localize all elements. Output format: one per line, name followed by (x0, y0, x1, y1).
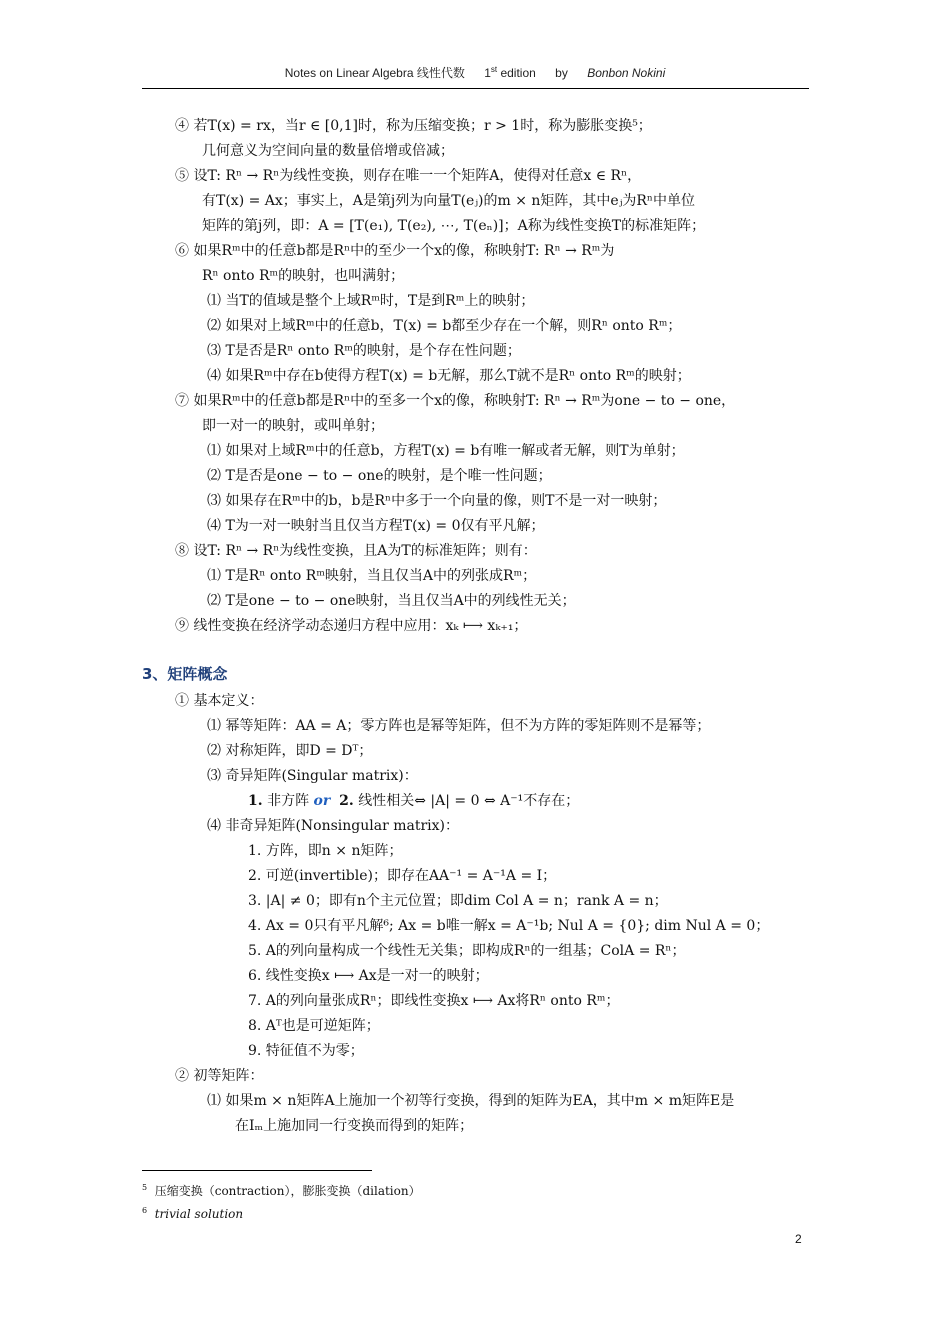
text-line: ⑷ 非奇异矩阵(Nonsingular matrix)： (207, 818, 460, 834)
text-line: ⑴ 如果m × n矩阵A上施加一个初等行变换，得到的矩阵为EA，其中m × m矩阵E是 (207, 1093, 735, 1109)
text-line: ⑥ 如果Rᵐ中的任意b都是Rⁿ中的至少一个x的像，称映射T: Rⁿ → Rᵐ为 (175, 243, 615, 259)
header-edition: 1st edition (484, 65, 536, 80)
text-line: ① 基本定义： (175, 693, 264, 709)
header-title: Notes on Linear Algebra 线性代数 (284, 66, 465, 80)
text-line: ⑵ T是one − to − one映射，当且仅当A中的列线性无关； (207, 593, 576, 609)
text-line: ⑷ T为一对一映射当且仅当方程T(x) = 0仅有平凡解； (207, 518, 545, 534)
text-line: ⑶ 奇异矩阵(Singular matrix)： (207, 768, 418, 784)
text-line: 2. 可逆(invertible)；即存在AA⁻¹ = A⁻¹A = I； (248, 868, 557, 884)
text-line: ⑴ 如果对上域Rᵐ中的任意b，方程T(x) = b有唯一解或者无解，则T为单射； (207, 443, 685, 459)
text-line: ⑦ 如果Rᵐ中的任意b都是Rⁿ中的至多一个x的像，称映射T: Rⁿ → Rᵐ为one − to − one， (175, 393, 736, 409)
text-line: 在Iₘ上施加同一行变换而得到的矩阵； (235, 1118, 474, 1134)
header-by: by (555, 66, 568, 80)
text-line: ⑴ T是Rⁿ onto Rᵐ映射，当且仅当A中的列张成Rᵐ； (207, 568, 537, 584)
text-line: ⑴ 当T的值域是整个上域Rᵐ时，T是到Rᵐ上的映射； (207, 293, 535, 309)
text-line: ⑵ 如果对上域Rᵐ中的任意b，T(x) = b都至少存在一个解，则Rⁿ onto Rᵐ； (207, 318, 682, 334)
text-line: ⑴ 幂等矩阵：AA = A；零方阵也是幂等矩阵，但不为方阵的零矩阵则不是幂等； (207, 718, 711, 734)
footnote-divider (142, 1170, 372, 1171)
header-author: Bonbon Nokini (587, 66, 666, 80)
section-heading: 3、矩阵概念 (142, 665, 228, 683)
footnote-5: $^5$ 压缩变换（contraction），膨胀变换（dilation） (142, 1183, 421, 1198)
text-line: ⑷ 如果Rᵐ中存在b使得方程T(x) = b无解，那么T就不是Rⁿ onto Rᵐ的映射； (207, 368, 691, 384)
text-line: ⑤ 设T: Rⁿ → Rⁿ为线性变换，则存在唯一一个矩阵A，使得对任意x ∈ Rⁿ， (175, 168, 642, 184)
text-line: 有T(x) = Ax；事实上，A是第j列为向量T(eⱼ)的m × n矩阵，其中eⱼ为Rⁿ中单位 (202, 193, 695, 209)
text-line: 3. |A| ≠ 0；即有n个主元位置；即dim Col A = n；rank A = n； (248, 893, 668, 909)
text-line: ④ 若T(x) = rx，当r ∈ [0,1]时，称为压缩变换；r > 1时，称为膨胀变换⁵； (175, 118, 652, 134)
or-keyword: or (313, 793, 331, 809)
text-line: 8. Aᵀ也是可逆矩阵； (248, 1018, 380, 1034)
text-line: ⑧ 设T: Rⁿ → Rⁿ为线性变换，且A为T的标准矩阵；则有： (175, 543, 537, 559)
text-line: 即一对一的映射，或叫单射； (202, 418, 384, 434)
page-number: 2 (795, 1232, 802, 1246)
text-line: 4. Ax = 0只有平凡解⁶; Ax = b唯一解x = A⁻¹b; Nul A = {0}; dim Nul A = 0； (248, 918, 770, 934)
text-line: ⑶ 如果存在Rᵐ中的b，b是Rⁿ中多于一个向量的像，则T不是一对一映射； (207, 493, 667, 509)
text-line: ⑵ T是否是one − to − one的映射，是个唯一性问题； (207, 468, 552, 484)
text-line: ⑶ T是否是Rⁿ onto Rᵐ的映射，是个存在性问题； (207, 343, 521, 359)
text-line: ② 初等矩阵： (175, 1068, 264, 1084)
text-line: Rⁿ onto Rᵐ的映射，也叫满射； (202, 268, 405, 284)
text-line: 矩阵的第j列，即：A = [T(e₁), T(e₂), ⋯, T(eₙ)]；A称为线性变换T的标准矩阵； (202, 218, 706, 234)
singular-matrix-detail: 1. 非方阵 or 2. 线性相关⇔ |A| = 0 ⇔ A⁻¹不存在； (248, 793, 580, 809)
text-line: 9. 特征值不为零； (248, 1043, 364, 1059)
text-line: 几何意义为空间向量的数量倍增或倍减； (202, 143, 454, 159)
text-line: 6. 线性变换x ⟼ Ax是一对一的映射； (248, 968, 489, 984)
text-line: 1. 方阵，即n × n矩阵； (248, 843, 403, 859)
page-header (0, 64, 950, 81)
text-line: ⑵ 对称矩阵，即D = Dᵀ； (207, 743, 373, 759)
text-line: 7. A的列向量张成Rⁿ；即线性变换x ⟼ Ax将Rⁿ onto Rᵐ； (248, 993, 620, 1009)
text-line: 5. A的列向量构成一个线性无关集；即构成Rⁿ的一组基；ColA = Rⁿ； (248, 943, 686, 959)
footnote-6: $^6$ trivial solution (142, 1206, 244, 1221)
text-line: ⑨ 线性变换在经济学动态递归方程中应用：xₖ ⟼ xₖ₊₁； (175, 618, 528, 634)
header-divider (142, 88, 809, 89)
